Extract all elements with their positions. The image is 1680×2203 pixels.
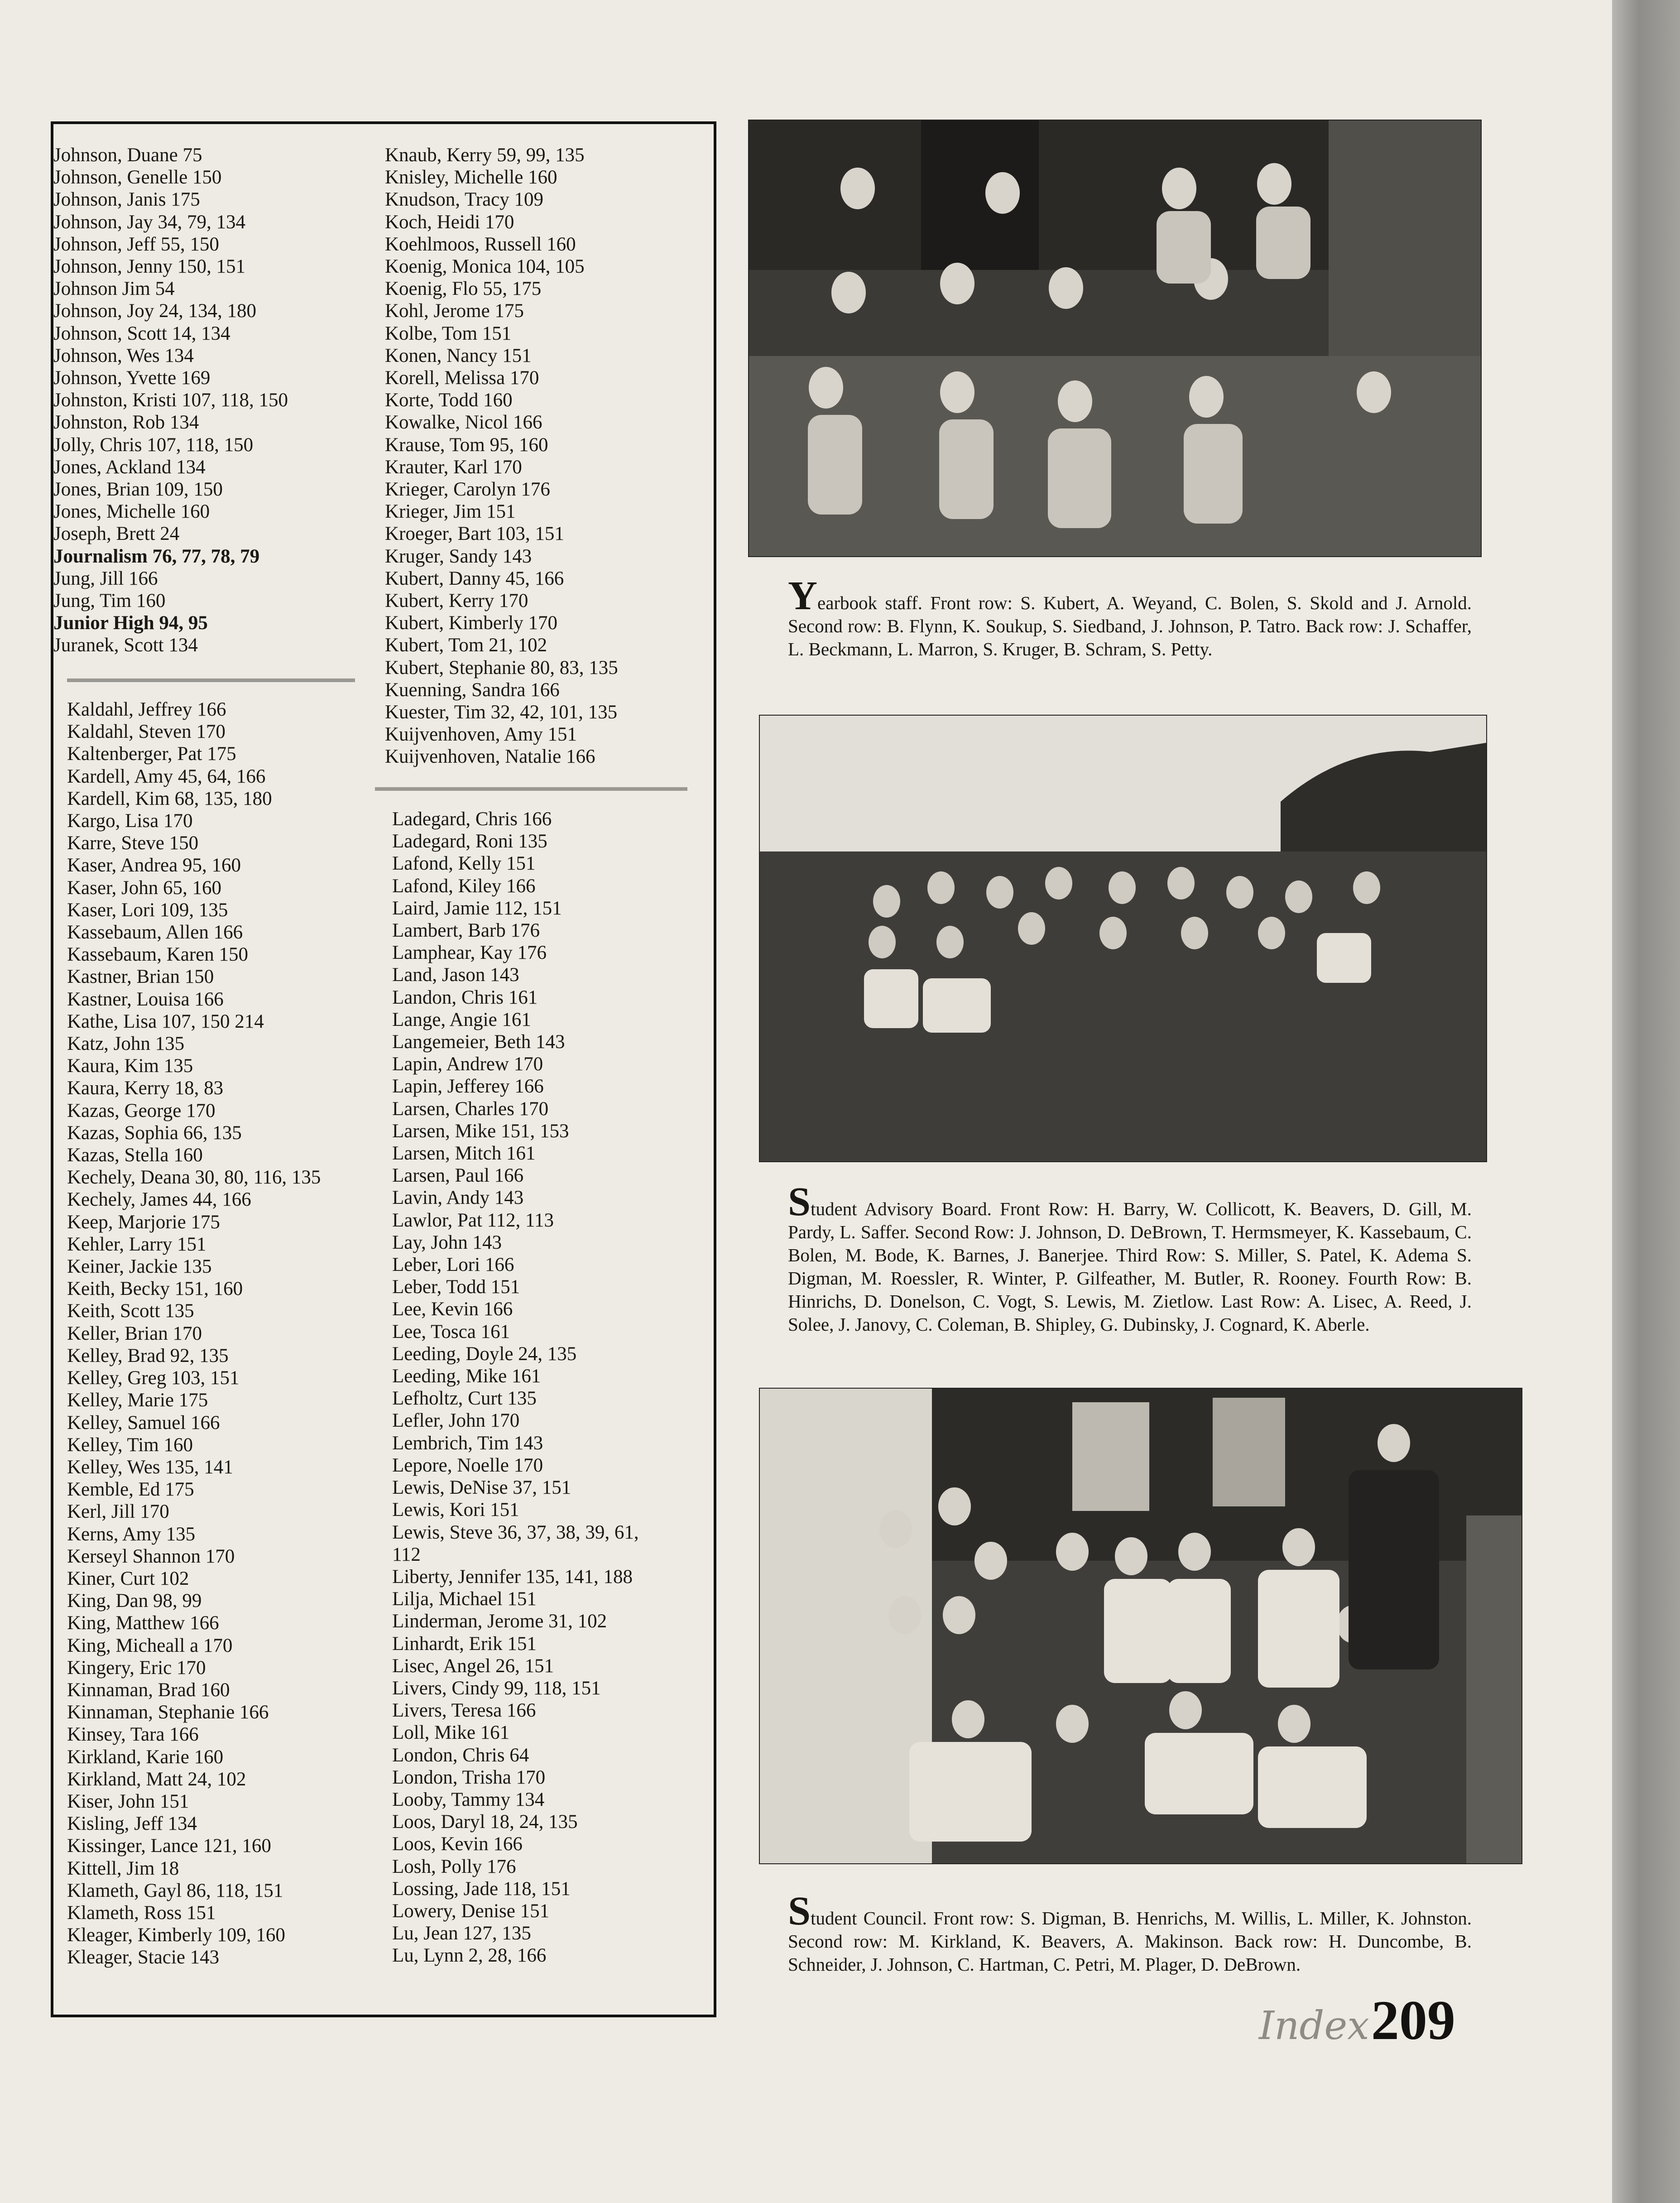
index-entry: Kassebaum, Allen 166	[67, 922, 243, 943]
index-entry: Johnson, Jenny 150, 151	[53, 256, 246, 278]
index-entry: Lange, Angie 161	[392, 1009, 531, 1030]
index-entry: Kubert, Danny 45, 166	[385, 568, 564, 589]
index-entry: Kuijvenhoven, Natalie 166	[385, 746, 595, 768]
index-entry: Liberty, Jennifer 135, 141, 188	[392, 1566, 633, 1587]
index-entry: King, Micheall a 170	[67, 1635, 233, 1656]
index-entry: Lewis, Steve 36, 37, 38, 39, 61,	[392, 1521, 639, 1543]
index-entry: Kassebaum, Karen 150	[67, 944, 249, 966]
student-advisory-board-photo	[759, 715, 1487, 1162]
index-entry: Juranek, Scott 134	[53, 635, 198, 656]
index-entry: Kowalke, Nicol 166	[385, 412, 542, 433]
index-entry: Lee, Kevin 166	[392, 1299, 513, 1320]
index-entry: Loll, Mike 161	[392, 1722, 510, 1744]
index-entry: Kohl, Jerome 175	[385, 300, 524, 322]
index-entry: Linderman, Jerome 31, 102	[392, 1611, 607, 1632]
index-entry: Kerl, Jill 170	[67, 1501, 169, 1523]
index-entry: Kaura, Kerry 18, 83	[67, 1077, 224, 1099]
index-entry: Kinnaman, Stephanie 166	[67, 1702, 269, 1723]
index-entry: Johnson, Joy 24, 134, 180	[53, 300, 256, 322]
index-entry: Kerns, Amy 135	[67, 1523, 196, 1545]
index-entry: Lowery, Denise 151	[392, 1900, 550, 1922]
index-column-1-k	[67, 698, 321, 1969]
index-entry: Kingery, Eric 170	[67, 1657, 206, 1679]
index-entry: Lepore, Noelle 170	[392, 1454, 543, 1476]
index-entry: Kuester, Tim 32, 42, 101, 135	[385, 702, 618, 723]
student-advisory-board-image	[760, 716, 1486, 1161]
caption-text: tudent Council. Front row: S. Digman, B. Henrichs, M. Willis, L. Miller, K. Johnston. Second row: M. Kirkland, K. Beavers, A. Makinson. Back row: H. Duncombe, B. Schneider, J. Johnson, C. Hartman, C. Petri, M. Plager, D. DeBrown.	[788, 1908, 1472, 1975]
index-entry: Kittell, Jim 18	[67, 1857, 179, 1879]
index-entry: Krieger, Jim 151	[385, 501, 516, 523]
index-entry: Lefholtz, Curt 135	[392, 1388, 537, 1409]
index-entry: Kehler, Larry 151	[67, 1233, 206, 1255]
index-entry: Klameth, Ross 151	[67, 1902, 216, 1924]
index-entry: Lilja, Michael 151	[392, 1588, 537, 1610]
index-entry: Korte, Todd 160	[385, 390, 513, 411]
index-entry: Klameth, Gayl 86, 118, 151	[67, 1880, 283, 1901]
index-entry: Krauter, Karl 170	[385, 456, 522, 478]
yearbook-staff-caption	[788, 573, 1472, 661]
index-entry: Kaldahl, Jeffrey 166	[67, 699, 226, 720]
index-entry: Korell, Melissa 170	[385, 367, 539, 389]
index-entry: Keith, Scott 135	[67, 1300, 194, 1322]
index-entry: Lawlor, Pat 112, 113	[392, 1209, 554, 1231]
index-entry: Koch, Heidi 170	[385, 211, 514, 233]
index-entry: Kelley, Marie 175	[67, 1390, 208, 1411]
index-entry: Kubert, Stephanie 80, 83, 135	[385, 657, 618, 678]
index-entry: Kechely, Deana 30, 80, 116, 135	[67, 1167, 321, 1188]
index-column-1-j	[53, 144, 288, 657]
index-entry: Kirkland, Matt 24, 102	[67, 1768, 246, 1790]
index-entry: Johnson, Wes 134	[53, 345, 194, 366]
index-entry: Lewis, DeNise 37, 151	[392, 1477, 571, 1499]
section-divider	[67, 678, 355, 682]
index-entry: Kaser, Lori 109, 135	[67, 899, 228, 921]
index-entry: Krause, Tom 95, 160	[385, 434, 548, 456]
index-entry: Jones, Michelle 160	[53, 501, 210, 523]
index-entry: Linhardt, Erik 151	[392, 1633, 537, 1655]
section-divider	[375, 787, 687, 791]
index-entry: Lapin, Andrew 170	[392, 1053, 543, 1075]
index-entry: Kelley, Samuel 166	[67, 1412, 220, 1433]
index-entry: Lay, John 143	[392, 1231, 502, 1253]
index-entry: Kiner, Curt 102	[67, 1568, 189, 1589]
index-entry: Larsen, Paul 166	[392, 1165, 524, 1187]
index-entry: Kazas, George 170	[67, 1100, 216, 1121]
index-entry: Joseph, Brett 24	[53, 523, 180, 545]
index-entry: Johnston, Rob 134	[53, 412, 199, 433]
folio-section-label: Index	[1259, 2003, 1369, 2049]
index-entry: Keep, Marjorie 175	[67, 1211, 220, 1233]
yearbook-staff-image	[749, 120, 1481, 556]
index-entry: Kubert, Kerry 170	[385, 590, 528, 612]
index-entry: Leber, Todd 151	[392, 1276, 520, 1298]
index-entry: Lefler, John 170	[392, 1410, 520, 1432]
page-number: 209	[1371, 1989, 1455, 2051]
index-entry: Livers, Teresa 166	[392, 1700, 536, 1722]
caption-text: earbook staff. Front row: S. Kubert, A. Weyand, C. Bolen, S. Skold and J. Arnold. Second row: B. Flynn, K. Soukup, S. Siedband, J. Johnson, P. Tatro. Back row: J. Schaffer, L. Beckmann, L. Marron, S. Kruger, B. Schram, S. Petty.	[788, 592, 1472, 659]
index-entry: Koenig, Flo 55, 175	[385, 278, 542, 300]
index-entry: Lafond, Kiley 166	[392, 875, 536, 897]
index-entry: Lisec, Angel 26, 151	[392, 1655, 554, 1677]
index-entry: Kardell, Kim 68, 135, 180	[67, 788, 272, 809]
index-entry: Johnston, Kristi 107, 118, 150	[53, 390, 288, 411]
index-entry: Johnson, Scott 14, 134	[53, 322, 230, 344]
index-entry: Larsen, Mike 151, 153	[392, 1120, 569, 1142]
index-entry: Johnson, Jeff 55, 150	[53, 233, 219, 255]
index-entry: Kelley, Greg 103, 151	[67, 1367, 240, 1389]
index-entry: Kemble, Ed 175	[67, 1479, 194, 1501]
index-entry: Lapin, Jefferey 166	[392, 1076, 544, 1097]
index-entry: Johnson, Duane 75	[53, 144, 202, 166]
index-entry: Lambert, Barb 176	[392, 920, 540, 942]
index-entry: Kaser, John 65, 160	[67, 877, 222, 899]
index-entry: Kazas, Stella 160	[67, 1145, 203, 1166]
student-council-photo	[759, 1388, 1522, 1864]
index-entry: Livers, Cindy 99, 118, 151	[392, 1677, 601, 1699]
index-entry: Kaltenberger, Pat 175	[67, 743, 236, 765]
index-entry: Knudson, Tracy 109	[385, 189, 544, 211]
index-entry: Lembrich, Tim 143	[392, 1432, 543, 1454]
index-entry: Kelley, Brad 92, 135	[67, 1345, 229, 1366]
index-entry: Jolly, Chris 107, 118, 150	[53, 434, 254, 456]
index-entry: Lu, Jean 127, 135	[392, 1923, 531, 1944]
index-entry: 112	[392, 1544, 421, 1565]
index-entry: Lafond, Kelly 151	[392, 853, 536, 875]
index-entry: King, Dan 98, 99	[67, 1590, 202, 1612]
index-entry: Ladegard, Chris 166	[392, 808, 552, 830]
index-entry: Kechely, James 44, 166	[67, 1189, 251, 1211]
index-entry: Kolbe, Tom 151	[385, 322, 512, 344]
index-entry: Looby, Tammy 134	[392, 1789, 545, 1810]
book-binding-edge	[1612, 0, 1680, 2203]
index-entry: Krieger, Carolyn 176	[385, 479, 550, 500]
index-entry: Laird, Jamie 112, 151	[392, 897, 562, 919]
index-entry: Kaura, Kim 135	[67, 1055, 193, 1077]
index-entry: Lee, Tosca 161	[392, 1321, 510, 1342]
index-entry: Kisling, Jeff 134	[67, 1813, 197, 1835]
index-entry: Kelley, Tim 160	[67, 1434, 193, 1456]
page-folio	[1259, 1988, 1455, 2052]
index-entry: Lossing, Jade 118, 151	[392, 1878, 571, 1900]
index-column-2-l	[392, 808, 639, 1967]
index-entry: Jones, Brian 109, 150	[53, 479, 223, 500]
index-entry: Kroeger, Bart 103, 151	[385, 523, 564, 545]
index-entry: Johnson, Genelle 150	[53, 167, 222, 188]
index-entry: Loos, Kevin 166	[392, 1833, 523, 1855]
student-advisory-board-caption	[788, 1179, 1472, 1336]
student-council-caption	[788, 1889, 1472, 1976]
index-entry: Knaub, Kerry 59, 99, 135	[385, 144, 585, 166]
caption-text: tudent Advisory Board. Front Row: H. Barry, W. Collicott, K. Beavers, D. Gill, M. Pardy, L. Saffer. Second Row: J. Johnson, D. DeBrown, T. Hermsmeyer, K. Kassebaum, C. Bolen, M. Bode, K. Barnes, J. Banerjee. Third Row: S. Miller, S. Patel, K. Adema S. Digman, M. Roessler, R. Winter, P. Gilfeather, M. Butler, R. Rooney. Fourth Row: B. Hinrichs, D. Donelson, C. Vogt, S. Lewis, M. Zietlow. Last Row: A. Lisec, A. Reed, J. Solee, J. Janovy, C. Coleman, B. Shipley, G. Dubinsky, J. Cognard, K. Aberle.	[788, 1198, 1472, 1335]
index-entry: Kaser, Andrea 95, 160	[67, 855, 241, 876]
index-entry: Kargo, Lisa 170	[67, 810, 193, 832]
index-entry: Lavin, Andy 143	[392, 1187, 524, 1209]
index-entry: Losh, Polly 176	[392, 1856, 516, 1877]
index-entry: Koehlmoos, Russell 160	[385, 233, 576, 255]
index-entry: Leeding, Mike 161	[392, 1366, 541, 1387]
caption-initial: Y	[788, 573, 817, 618]
index-entry: Journalism 76, 77, 78, 79	[53, 545, 260, 567]
index-entry: Lewis, Kori 151	[392, 1499, 519, 1521]
index-entry: Kuenning, Sandra 166	[385, 679, 560, 701]
index-entry: Jung, Tim 160	[53, 590, 166, 612]
index-entry: Larsen, Charles 170	[392, 1098, 549, 1120]
index-entry: Langemeier, Beth 143	[392, 1031, 565, 1053]
student-council-image	[760, 1389, 1522, 1863]
yearbook-staff-photo	[748, 120, 1482, 557]
index-entry: Kubert, Tom 21, 102	[385, 635, 547, 656]
index-entry: Kerseyl Shannon 170	[67, 1545, 235, 1567]
index-entry: Koenig, Monica 104, 105	[385, 256, 585, 278]
caption-initial: S	[788, 1179, 811, 1224]
index-entry: Keith, Becky 151, 160	[67, 1278, 243, 1300]
index-entry: Kubert, Kimberly 170	[385, 612, 557, 634]
index-entry: Kleager, Kimberly 109, 160	[67, 1924, 285, 1946]
index-entry: Larsen, Mitch 161	[392, 1143, 536, 1164]
index-entry: Karre, Steve 150	[67, 832, 199, 854]
index-entry: Konen, Nancy 151	[385, 345, 532, 366]
index-entry: King, Matthew 166	[67, 1612, 219, 1634]
index-column-2-k	[385, 144, 618, 768]
index-entry: Keller, Brian 170	[67, 1323, 202, 1344]
index-entry: Kuijvenhoven, Amy 151	[385, 724, 577, 746]
index-entry: Kirkland, Karie 160	[67, 1746, 224, 1768]
index-entry: Kastner, Louisa 166	[67, 988, 224, 1010]
index-entry: Kiser, John 151	[67, 1790, 189, 1812]
index-entry: Loos, Daryl 18, 24, 135	[392, 1811, 578, 1833]
index-entry: Leeding, Doyle 24, 135	[392, 1343, 577, 1365]
index-entry: Kaldahl, Steven 170	[67, 721, 226, 743]
index-entry: Lu, Lynn 2, 28, 166	[392, 1945, 547, 1967]
index-entry: Johnson Jim 54	[53, 278, 175, 300]
caption-initial: S	[788, 1889, 811, 1934]
index-entry: Johnson, Janis 175	[53, 189, 200, 211]
index-entry: Katz, John 135	[67, 1033, 185, 1055]
index-entry: Johnson, Jay 34, 79, 134	[53, 211, 246, 233]
index-entry: Kruger, Sandy 143	[385, 545, 532, 567]
index-entry: Leber, Lori 166	[392, 1254, 514, 1276]
index-entry: London, Trisha 170	[392, 1766, 546, 1788]
index-entry: Kardell, Amy 45, 64, 166	[67, 765, 266, 787]
index-entry: Kissinger, Lance 121, 160	[67, 1835, 271, 1857]
index-entry: Kazas, Sophia 66, 135	[67, 1122, 242, 1144]
index-entry: Landon, Chris 161	[392, 986, 538, 1008]
index-entry: Kastner, Brian 150	[67, 966, 214, 988]
index-entry: Ladegard, Roni 135	[392, 831, 547, 852]
index-entry: Kleager, Stacie 143	[67, 1947, 220, 1968]
index-entry: Junior High 94, 95	[53, 612, 208, 634]
index-entry: Jones, Ackland 134	[53, 456, 206, 478]
index-entry: London, Chris 64	[392, 1744, 529, 1766]
index-entry: Knisley, Michelle 160	[385, 167, 557, 188]
index-entry: Kinsey, Tara 166	[67, 1724, 199, 1746]
index-entry: Johnson, Yvette 169	[53, 367, 211, 389]
index-entry: Kinnaman, Brad 160	[67, 1679, 230, 1701]
index-entry: Kathe, Lisa 107, 150 214	[67, 1010, 264, 1032]
index-entry: Lamphear, Kay 176	[392, 942, 547, 964]
index-entry: Kelley, Wes 135, 141	[67, 1456, 233, 1478]
index-entry: Keiner, Jackie 135	[67, 1256, 212, 1278]
index-entry: Land, Jason 143	[392, 964, 519, 986]
index-entry: Jung, Jill 166	[53, 568, 158, 589]
